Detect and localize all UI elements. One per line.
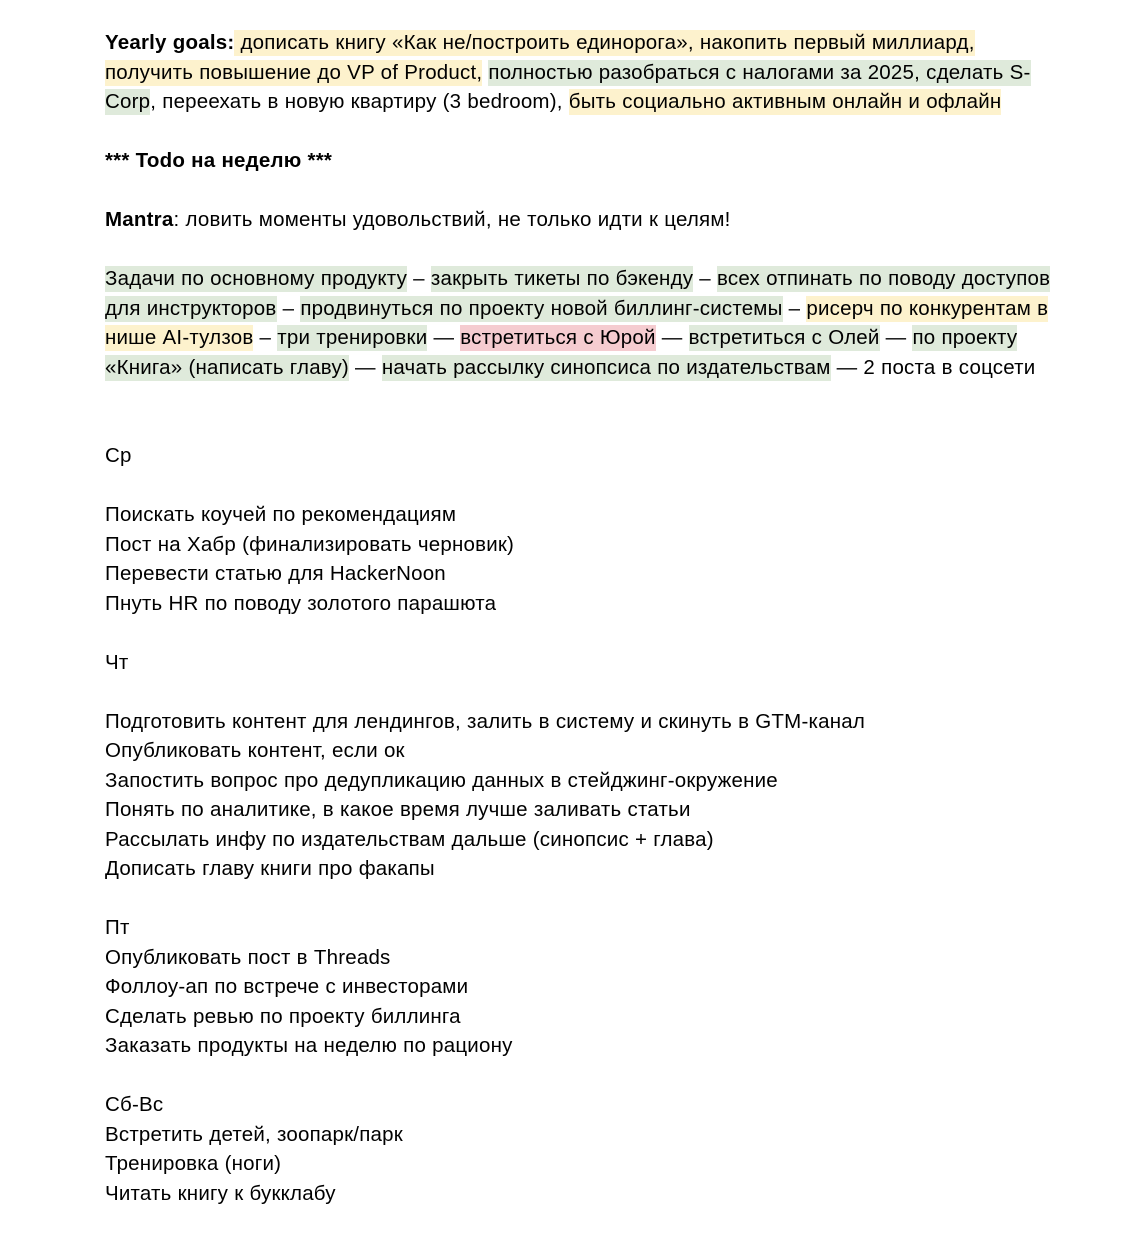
task-highlight-green-10: три тренировки xyxy=(277,326,428,349)
day-task-item: Запостить вопрос про дедупликацию данных в стейджинг-окружение xyxy=(105,768,778,792)
yearly-goal-highlight-green-2: полностью разобраться с налогами за 2025, сделать S-Corp xyxy=(105,60,1031,113)
day-task-item: Сделать ревью по проекту биллинга xyxy=(105,1004,461,1028)
spacer xyxy=(105,884,1060,914)
yearly-goals-segments xyxy=(105,30,1031,115)
yearly-goal-highlight-yellow-0: дописать книгу «Как не/построить единорога», накопить первый миллиард, получить повышение до VP of Product, xyxy=(105,31,975,84)
task-highlight-green-6: продвинуться по проекту новой биллинг-системы xyxy=(300,296,783,320)
day-sections xyxy=(105,441,1060,1208)
tasks-paragraph xyxy=(105,264,1060,382)
day-title: Пт xyxy=(105,916,130,939)
yearly-goals-label: Yearly goals: xyxy=(105,31,235,54)
task-highlight-green-16: по проекту «Книга» (написать главу) xyxy=(105,326,1018,379)
day-section xyxy=(105,1090,1060,1208)
task-text-19: — 2 поста в соцсети xyxy=(830,355,1036,379)
mantra-label: Mantra xyxy=(105,208,174,231)
task-text-7: – xyxy=(782,296,807,320)
day-task-item: Опубликовать пост в Threads xyxy=(105,945,391,969)
task-highlight-green-2: закрыть тикеты по бэкенду xyxy=(430,267,694,290)
task-highlight-green-14: встретиться с Олей xyxy=(688,326,880,349)
day-task-item: Читать книгу к букклабу xyxy=(105,1181,336,1205)
day-title: Сб-Вс xyxy=(105,1093,164,1116)
day-task-item: Понять по аналитике, в какое время лучше заливать статьи xyxy=(105,798,691,821)
day-task-item: Рассылать инфу по издательствам дальше (синопсис + глава) xyxy=(105,827,714,851)
task-highlight-green-18: начать рассылку синопсиса по издательствам xyxy=(381,355,831,379)
spacer xyxy=(105,176,1060,206)
mantra-paragraph xyxy=(105,205,1060,235)
task-highlight-yellow-8: рисерч по конкурентам в нише AI-тулзов xyxy=(105,296,1049,349)
day-task-item: Перевести статью для HackerNoon xyxy=(105,562,446,585)
day-section xyxy=(105,913,1060,1061)
day-section xyxy=(105,441,1060,618)
task-text-11: — xyxy=(427,326,461,349)
yearly-goal-text-3: , переехать в новую квартиру (3 bedroom), xyxy=(150,90,569,113)
day-task-item: Опубликовать контент, если ок xyxy=(105,739,405,762)
spacer xyxy=(105,235,1060,265)
day-task-item: Пнуть HR по поводу золотого парашюта xyxy=(105,591,497,615)
day-section xyxy=(105,648,1060,884)
task-highlight-green-4: всех отпинать по поводу доступов для инструкторов xyxy=(105,267,1051,320)
spacer xyxy=(105,382,1060,441)
spacer xyxy=(105,677,1060,707)
task-highlight-green-0: Задачи по основному продукту xyxy=(105,267,408,290)
day-task-item: Фоллоу-ап по встрече с инвесторами xyxy=(105,975,469,998)
day-task-item: Встретить детей, зоопарк/парк xyxy=(105,1122,403,1146)
task-highlight-pink-12: встретиться с Юрой xyxy=(460,326,656,349)
yearly-goals-paragraph xyxy=(105,28,1045,117)
task-text-3: – xyxy=(693,267,718,290)
task-text-15: — xyxy=(879,326,913,349)
day-task-item: Тренировка (ноги) xyxy=(105,1152,282,1175)
day-task-item: Поискать коучей по рекомендациям xyxy=(105,503,457,526)
task-text-13: — xyxy=(655,326,689,349)
task-text-1: – xyxy=(407,267,431,290)
spacer xyxy=(105,117,1060,147)
todo-heading: *** Todo на неделю *** xyxy=(105,149,333,172)
mantra-text: : ловить моменты удовольствий, не только идти к целям! xyxy=(173,208,731,231)
spacer xyxy=(105,618,1060,648)
day-title: Ср xyxy=(105,444,132,467)
day-task-item: Подготовить контент для лендингов, залить в систему и скинуть в GTM-канал xyxy=(105,709,865,733)
task-text-17: — xyxy=(348,355,382,379)
spacer xyxy=(105,471,1060,501)
day-task-item: Заказать продукты на неделю по рациону xyxy=(105,1034,513,1057)
spacer xyxy=(105,1061,1060,1091)
task-text-5: – xyxy=(276,296,301,320)
task-text-9: – xyxy=(253,326,278,349)
day-task-item: Дописать главу книги про факапы xyxy=(105,857,435,880)
day-task-item: Пост на Хабр (финализировать черновик) xyxy=(105,532,515,556)
day-title: Чт xyxy=(105,650,129,674)
yearly-goal-highlight-yellow-4: быть социально активным онлайн и офлайн xyxy=(568,90,1002,113)
